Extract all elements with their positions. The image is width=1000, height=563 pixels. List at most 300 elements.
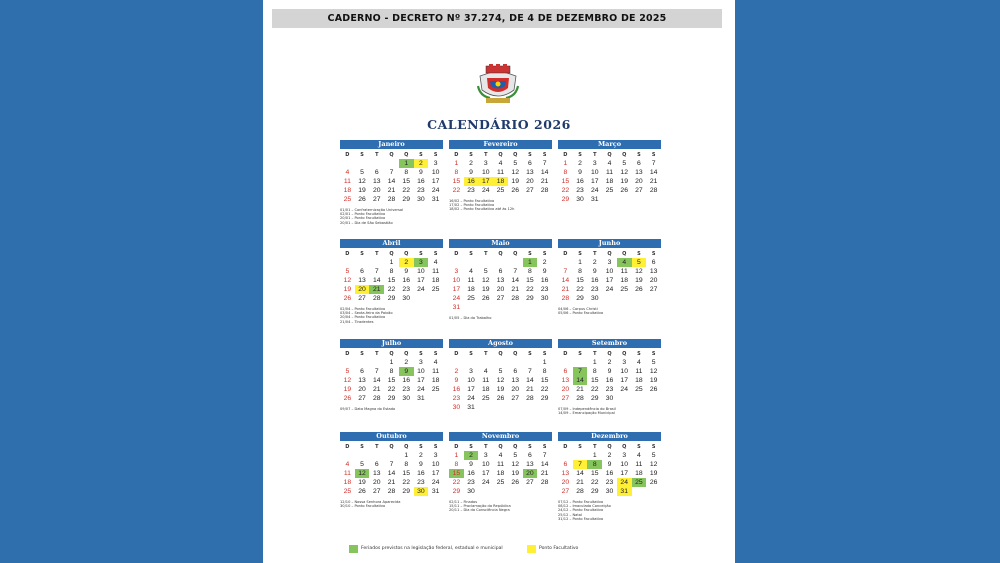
day-cell: 15 xyxy=(387,377,396,384)
day-cell: 3 xyxy=(622,452,627,459)
day-cell: 23 xyxy=(576,187,584,194)
weekday-label: Q xyxy=(404,251,409,257)
day-cell: 23 xyxy=(605,386,614,393)
day-cell: 3 xyxy=(622,359,627,366)
day-cell: 20 xyxy=(561,386,570,393)
day-cell: 6 xyxy=(637,160,641,167)
day-cell: 17 xyxy=(467,386,475,393)
weekday-label: S xyxy=(578,351,582,357)
day-cell: 8 xyxy=(563,169,568,176)
day-cell: 13 xyxy=(635,169,643,176)
legend-holiday-label: Feriados previstos na legislação federal, estadual e municipal xyxy=(361,546,503,551)
weekday-label: Q xyxy=(389,351,394,357)
day-cell: 19 xyxy=(343,286,352,293)
day-cell: 13 xyxy=(511,377,519,384)
day-cell: 22 xyxy=(387,286,396,293)
weekday-label: D xyxy=(563,152,568,158)
day-cell: 6 xyxy=(513,368,518,375)
day-cell: 6 xyxy=(563,461,568,468)
day-cell: 4 xyxy=(433,359,438,366)
day-cell: 8 xyxy=(454,461,459,468)
day-cell: 30 xyxy=(576,196,584,203)
day-cell: 9 xyxy=(542,268,547,275)
weekday-label: S xyxy=(360,152,364,158)
day-cell: 26 xyxy=(343,395,352,402)
day-cell: 20 xyxy=(373,187,381,194)
day-cell: 12 xyxy=(511,461,519,468)
day-cell: 18 xyxy=(431,377,440,384)
day-cell: 12 xyxy=(620,169,628,176)
day-cell: 29 xyxy=(591,488,599,495)
day-cell: 6 xyxy=(528,160,532,167)
day-cell: 6 xyxy=(360,368,364,375)
day-cell: 31 xyxy=(591,196,599,203)
day-cell: 7 xyxy=(542,160,547,167)
day-cell: 27 xyxy=(511,395,519,402)
weekday-label: D xyxy=(345,152,350,158)
weekday-label: S xyxy=(360,444,364,450)
empty-cell xyxy=(369,258,384,267)
day-cell: 30 xyxy=(402,295,410,302)
day-cell: 19 xyxy=(649,470,658,477)
weekday-label: S xyxy=(469,152,473,158)
holiday-note: 30/10 – Ponto Facultativo xyxy=(340,504,386,509)
day-cell: 11 xyxy=(432,268,440,275)
holiday-note: 05/06 – Ponto Facultativo xyxy=(558,311,604,316)
day-cell: 9 xyxy=(419,169,423,176)
day-cell: 4 xyxy=(498,452,503,459)
day-cell: 10 xyxy=(482,461,490,468)
empty-cell xyxy=(355,451,370,460)
day-cell: 3 xyxy=(483,452,488,459)
empty-cell xyxy=(340,451,355,460)
document-page xyxy=(263,0,735,563)
day-grid xyxy=(340,451,443,496)
day-cell: 15 xyxy=(576,277,584,284)
day-cell: 19 xyxy=(511,470,519,477)
day-cell: 20 xyxy=(373,479,381,486)
legend-optional xyxy=(527,543,647,555)
day-cell: 21 xyxy=(526,386,534,393)
day-cell: 27 xyxy=(561,395,570,402)
day-cell: 2 xyxy=(399,258,414,267)
day-cell: 28 xyxy=(576,395,584,402)
day-cell: 28 xyxy=(561,295,570,302)
weekday-label: Q xyxy=(513,152,518,158)
day-cell: 25 xyxy=(482,395,490,402)
day-cell: 29 xyxy=(387,395,396,402)
holiday-note: 31/12 – Ponto Facultativo xyxy=(558,516,604,521)
month-setembro xyxy=(558,339,661,415)
day-cell: 6 xyxy=(374,461,379,468)
day-cell: 26 xyxy=(358,196,366,203)
weekday-label: Q xyxy=(498,251,503,257)
day-cell: 1 xyxy=(454,452,459,459)
day-cell: 26 xyxy=(511,479,519,486)
day-cell: 29 xyxy=(387,295,396,302)
weekday-label: S xyxy=(419,152,423,158)
empty-cell xyxy=(340,258,355,267)
weekday-label: Q xyxy=(513,444,518,450)
day-cell: 10 xyxy=(417,268,425,275)
weekday-label: S xyxy=(469,351,473,357)
holiday-note: 02/11 – Finados xyxy=(449,500,478,504)
holiday-note: 12/10 – Nossa Senhora Aparecida xyxy=(340,500,401,504)
weekday-label: D xyxy=(345,444,350,450)
calendar-title: CALENDÁRIO 2026 xyxy=(427,117,571,132)
day-cell: 8 xyxy=(542,368,547,375)
weekday-header-row xyxy=(558,151,661,159)
day-cell: 7 xyxy=(513,268,518,275)
weekday-label: T xyxy=(593,152,597,158)
empty-cell xyxy=(493,258,508,267)
day-cell: 4 xyxy=(345,169,350,176)
day-cell: 5 xyxy=(513,452,518,459)
weekday-label: D xyxy=(563,444,568,450)
empty-cell xyxy=(449,258,464,267)
empty-cell xyxy=(573,358,588,367)
day-cell: 7 xyxy=(389,169,394,176)
month-header: Julho xyxy=(340,339,443,348)
weekday-label: S xyxy=(433,152,438,158)
day-grid xyxy=(558,159,661,204)
month-header: Agosto xyxy=(449,339,552,348)
day-cell: 18 xyxy=(482,386,490,393)
day-cell: 27 xyxy=(358,395,366,402)
day-cell: 14 xyxy=(576,470,584,477)
weekday-label: S xyxy=(578,444,582,450)
month-header: Abril xyxy=(340,239,443,248)
day-cell: 12 xyxy=(343,277,352,284)
holiday-note: 02/04 – Ponto Facultativo xyxy=(340,307,386,311)
day-cell: 10 xyxy=(620,461,628,468)
day-cell: 30 xyxy=(417,196,425,203)
day-cell: 22 xyxy=(591,479,599,486)
day-cell: 3 xyxy=(433,452,438,459)
day-cell: 19 xyxy=(635,277,643,284)
empty-cell xyxy=(369,451,384,460)
weekday-label: Q xyxy=(389,152,394,158)
day-cell: 8 xyxy=(389,368,394,375)
day-cell: 15 xyxy=(452,178,461,185)
day-cell: 19 xyxy=(620,178,628,185)
weekday-label: T xyxy=(593,444,597,450)
holiday-note: 20/11 – Dia da Consciência Negra xyxy=(449,508,510,513)
empty-cell xyxy=(478,258,493,267)
weekday-label: S xyxy=(637,444,641,450)
empty-cell xyxy=(464,358,479,367)
day-cell: 12 xyxy=(343,377,352,384)
day-cell: 15 xyxy=(591,470,599,477)
weekday-header-row xyxy=(340,443,443,451)
day-cell: 28 xyxy=(540,479,549,486)
day-cell: 19 xyxy=(649,377,658,384)
day-cell: 27 xyxy=(526,187,534,194)
month-maio xyxy=(449,239,552,320)
weekday-label: S xyxy=(419,444,423,450)
weekday-label: Q xyxy=(498,444,503,450)
day-cell: 22 xyxy=(576,286,584,293)
day-cell: 16 xyxy=(464,177,479,186)
day-cell: 20 xyxy=(523,469,538,478)
legend-optional-label: Ponto Facultativo xyxy=(539,546,579,551)
day-cell: 9 xyxy=(454,377,459,384)
empty-cell xyxy=(355,258,370,267)
day-cell: 8 xyxy=(404,169,409,176)
day-cell: 25 xyxy=(467,295,475,302)
day-cell: 21 xyxy=(540,470,549,477)
day-cell: 23 xyxy=(417,479,425,486)
day-cell: 27 xyxy=(496,295,505,302)
day-cell: 19 xyxy=(482,286,490,293)
day-cell: 26 xyxy=(343,295,352,302)
day-cell: 13 xyxy=(358,277,366,284)
weekday-header-row xyxy=(449,350,552,358)
weekday-label: T xyxy=(484,444,488,450)
day-cell: 31 xyxy=(467,404,475,411)
day-cell: 25 xyxy=(431,386,440,393)
holiday-note: 25/12 – Natal xyxy=(558,512,582,517)
day-cell: 10 xyxy=(620,368,628,375)
empty-cell xyxy=(449,358,464,367)
day-cell: 12 xyxy=(358,178,366,185)
day-cell: 23 xyxy=(452,395,461,402)
day-grid xyxy=(449,451,552,496)
day-cell: 1 xyxy=(454,160,459,167)
day-cell: 21 xyxy=(649,178,658,185)
day-cell: 28 xyxy=(511,295,519,302)
weekday-label: T xyxy=(375,444,379,450)
day-cell: 14 xyxy=(387,178,396,185)
holiday-note: 15/11 – Proclamação da República xyxy=(449,504,511,509)
holiday-note: 03/04 – Sexta-feira da Paixão xyxy=(340,311,393,316)
day-cell: 5 xyxy=(360,461,364,468)
month-header: Dezembro xyxy=(558,432,661,441)
day-cell: 7 xyxy=(374,368,379,375)
day-cell: 20 xyxy=(358,386,366,393)
day-cell: 20 xyxy=(496,286,505,293)
day-cell: 22 xyxy=(402,187,410,194)
day-cell: 17 xyxy=(620,470,628,477)
day-cell: 11 xyxy=(467,277,475,284)
weekday-header-row xyxy=(340,151,443,159)
day-cell: 26 xyxy=(649,479,658,486)
day-cell: 4 xyxy=(345,461,350,468)
day-cell: 14 xyxy=(373,277,381,284)
empty-cell xyxy=(369,358,384,367)
weekday-label: T xyxy=(375,251,379,257)
day-cell: 21 xyxy=(576,479,584,486)
holiday-note: 20/01 – Dia de São Sebastião xyxy=(340,220,393,225)
day-cell: 12 xyxy=(482,277,490,284)
weekday-label: Q xyxy=(498,152,503,158)
weekday-label: Q xyxy=(607,444,612,450)
weekday-label: S xyxy=(528,152,532,158)
day-cell: 18 xyxy=(431,277,440,284)
month-julho xyxy=(340,339,443,411)
day-cell: 14 xyxy=(511,277,519,284)
day-grid xyxy=(449,358,552,412)
day-cell: 5 xyxy=(498,368,503,375)
day-cell: 27 xyxy=(561,488,570,495)
day-grid xyxy=(558,358,661,403)
weekday-header-row xyxy=(340,350,443,358)
day-cell: 21 xyxy=(511,286,519,293)
weekday-label: S xyxy=(578,152,582,158)
day-cell: 16 xyxy=(576,178,584,185)
month-header: Setembro xyxy=(558,339,661,348)
day-cell: 22 xyxy=(526,286,534,293)
legend-holiday-swatch xyxy=(349,545,358,553)
weekday-label: S xyxy=(433,251,438,257)
day-cell: 5 xyxy=(345,368,350,375)
weekday-label: S xyxy=(360,251,364,257)
month-janeiro xyxy=(340,140,443,225)
day-cell: 25 xyxy=(496,479,505,486)
empty-cell xyxy=(558,451,573,460)
day-cell: 1 xyxy=(399,159,414,168)
holiday-note: 07/09 – Independência do Brasil xyxy=(558,407,616,411)
day-cell: 2 xyxy=(607,359,612,366)
day-cell: 30 xyxy=(467,488,475,495)
day-cell: 13 xyxy=(561,377,570,384)
day-cell: 18 xyxy=(605,178,614,185)
day-cell: 1 xyxy=(578,259,582,266)
day-grid xyxy=(340,159,443,204)
month-outubro xyxy=(340,432,443,508)
empty-cell xyxy=(384,159,399,168)
day-cell: 29 xyxy=(526,295,534,302)
empty-cell xyxy=(464,258,479,267)
day-cell: 21 xyxy=(387,187,396,194)
month-março xyxy=(558,140,661,208)
day-cell: 28 xyxy=(387,196,396,203)
day-cell: 5 xyxy=(360,169,364,176)
day-cell: 30 xyxy=(540,295,549,302)
day-cell: 1 xyxy=(389,359,394,366)
day-cell: 20 xyxy=(355,285,370,294)
day-cell: 2 xyxy=(592,259,597,266)
day-cell: 24 xyxy=(482,479,490,486)
day-cell: 5 xyxy=(651,452,656,459)
day-cell: 16 xyxy=(417,178,425,185)
day-cell: 15 xyxy=(540,377,549,384)
day-cell: 15 xyxy=(402,470,410,477)
day-cell: 24 xyxy=(417,386,425,393)
day-cell: 16 xyxy=(402,277,410,284)
day-cell: 30 xyxy=(605,395,614,402)
day-cell: 31 xyxy=(452,304,461,311)
day-cell: 17 xyxy=(452,286,461,293)
holiday-notes xyxy=(340,208,443,225)
weekday-label: Q xyxy=(622,152,627,158)
day-cell: 4 xyxy=(617,258,632,267)
day-cell: 22 xyxy=(452,187,461,194)
day-cell: 24 xyxy=(620,386,628,393)
day-cell: 3 xyxy=(419,359,423,366)
month-header: Fevereiro xyxy=(449,140,552,149)
day-cell: 18 xyxy=(635,377,643,384)
weekday-label: S xyxy=(469,251,473,257)
day-cell: 29 xyxy=(540,395,549,402)
day-cell: 17 xyxy=(605,277,614,284)
day-cell: 26 xyxy=(620,187,628,194)
weekday-header-row xyxy=(449,151,552,159)
weekday-header-row xyxy=(340,250,443,258)
month-header: Outubro xyxy=(340,432,443,441)
day-cell: 30 xyxy=(591,295,599,302)
day-cell: 19 xyxy=(343,386,352,393)
day-cell: 17 xyxy=(478,177,493,186)
day-cell: 23 xyxy=(540,286,549,293)
holiday-notes xyxy=(449,316,552,320)
weekday-label: S xyxy=(419,351,423,357)
day-cell: 7 xyxy=(389,461,394,468)
day-cell: 23 xyxy=(605,479,614,486)
holiday-notes xyxy=(558,500,661,521)
day-cell: 21 xyxy=(561,286,570,293)
day-cell: 1 xyxy=(389,259,394,266)
day-cell: 29 xyxy=(561,196,570,203)
day-cell: 15 xyxy=(387,277,396,284)
day-cell: 8 xyxy=(454,169,459,176)
day-cell: 26 xyxy=(511,187,519,194)
day-cell: 2 xyxy=(419,452,423,459)
day-cell: 1 xyxy=(542,359,547,366)
day-cell: 6 xyxy=(374,169,379,176)
day-cell: 31 xyxy=(431,488,440,495)
day-cell: 14 xyxy=(573,376,588,385)
day-cell: 12 xyxy=(511,169,519,176)
day-cell: 6 xyxy=(360,268,364,275)
day-cell: 9 xyxy=(419,461,423,468)
day-cell: 9 xyxy=(578,169,582,176)
day-cell: 3 xyxy=(607,259,612,266)
day-cell: 15 xyxy=(591,377,599,384)
day-cell: 4 xyxy=(637,452,641,459)
day-cell: 17 xyxy=(417,277,425,284)
weekday-header-row xyxy=(558,443,661,451)
weekday-label: Q xyxy=(607,251,612,257)
month-header: Junho xyxy=(558,239,661,248)
day-cell: 21 xyxy=(369,285,384,294)
weekday-label: S xyxy=(637,152,641,158)
day-cell: 7 xyxy=(542,452,547,459)
day-cell: 30 xyxy=(452,404,461,411)
day-cell: 27 xyxy=(635,187,643,194)
day-cell: 13 xyxy=(649,268,658,275)
holiday-note: 08/12 – Imaculada Conceição xyxy=(558,504,611,509)
day-cell: 3 xyxy=(483,160,488,167)
day-cell: 24 xyxy=(605,286,614,293)
day-cell: 1 xyxy=(563,160,568,167)
weekday-label: S xyxy=(360,351,364,357)
empty-cell xyxy=(478,358,493,367)
day-cell: 29 xyxy=(576,295,584,302)
day-cell: 17 xyxy=(431,178,440,185)
day-cell: 10 xyxy=(482,169,490,176)
day-cell: 24 xyxy=(591,187,599,194)
day-cell: 13 xyxy=(526,169,534,176)
day-cell: 1 xyxy=(404,452,409,459)
day-cell: 27 xyxy=(358,295,366,302)
day-cell: 5 xyxy=(345,268,350,275)
holiday-note: 01/05 – Dia do Trabalho xyxy=(449,316,492,320)
day-cell: 22 xyxy=(561,187,570,194)
weekday-label: D xyxy=(345,251,350,257)
day-cell: 17 xyxy=(417,377,425,384)
day-cell: 24 xyxy=(467,395,475,402)
